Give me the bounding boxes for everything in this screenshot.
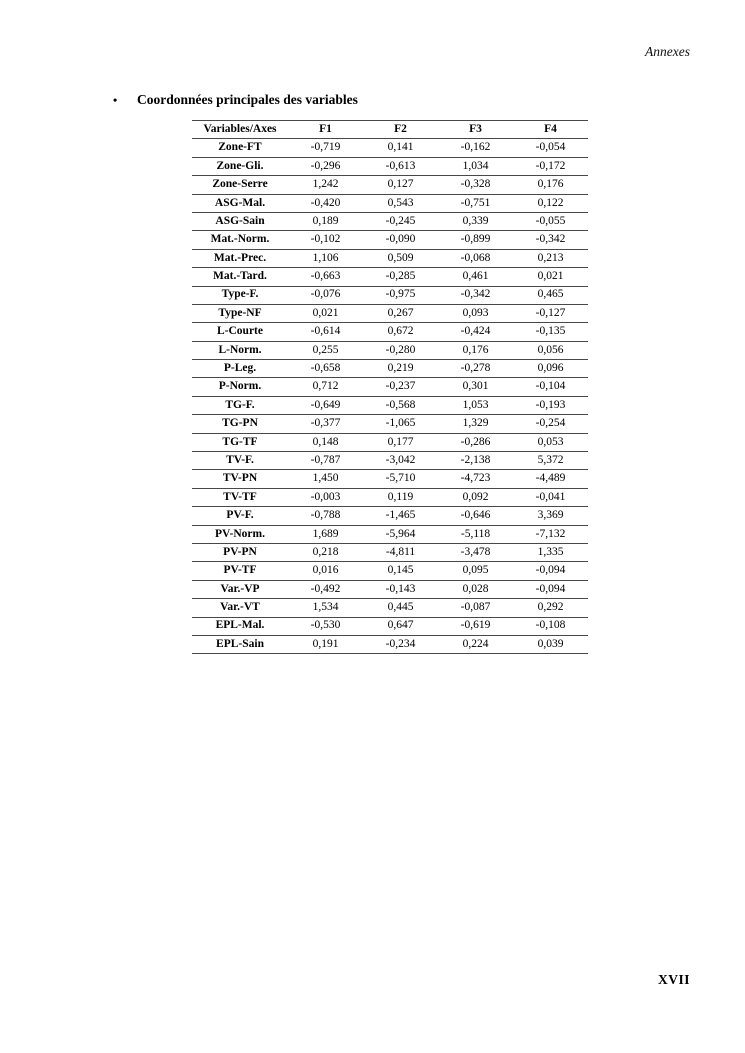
table-row xyxy=(192,304,588,322)
cell-value: -0,234 xyxy=(363,635,438,653)
column-header-f1: F1 xyxy=(288,121,363,139)
bullet-icon: • xyxy=(113,93,118,107)
cell-value: 0,092 xyxy=(438,488,513,506)
cell-value: -0,420 xyxy=(288,194,363,212)
cell-value: -5,118 xyxy=(438,525,513,543)
row-label: Mat.-Prec. xyxy=(192,249,288,267)
table-row xyxy=(192,360,588,378)
cell-value: 0,122 xyxy=(513,194,588,212)
row-label: ASG-Sain xyxy=(192,212,288,230)
table-row xyxy=(192,378,588,396)
row-label: Zone-FT xyxy=(192,139,288,157)
cell-value: 0,053 xyxy=(513,433,588,451)
cell-value: -0,530 xyxy=(288,617,363,635)
row-label: Var.-VT xyxy=(192,599,288,617)
table-row xyxy=(192,212,588,230)
cell-value: 0,096 xyxy=(513,360,588,378)
cell-value: -0,094 xyxy=(513,580,588,598)
cell-value: -0,068 xyxy=(438,249,513,267)
row-label: L-Courte xyxy=(192,323,288,341)
table-row xyxy=(192,231,588,249)
cell-value: -0,424 xyxy=(438,323,513,341)
cell-value: -0,278 xyxy=(438,360,513,378)
cell-value: -0,788 xyxy=(288,507,363,525)
row-label: EPL-Mal. xyxy=(192,617,288,635)
cell-value: 1,534 xyxy=(288,599,363,617)
cell-value: -0,090 xyxy=(363,231,438,249)
row-label: P-Norm. xyxy=(192,378,288,396)
table-row xyxy=(192,249,588,267)
table-row xyxy=(192,341,588,359)
table-header-row xyxy=(192,121,588,139)
cell-value: -0,658 xyxy=(288,360,363,378)
cell-value: 0,176 xyxy=(513,176,588,194)
column-header-f3: F3 xyxy=(438,121,513,139)
cell-value: 5,372 xyxy=(513,452,588,470)
cell-value: -0,646 xyxy=(438,507,513,525)
cell-value: 0,021 xyxy=(513,268,588,286)
table-row xyxy=(192,562,588,580)
cell-value: -4,723 xyxy=(438,470,513,488)
cell-value: -3,042 xyxy=(363,452,438,470)
cell-value: 0,672 xyxy=(363,323,438,341)
table-row xyxy=(192,452,588,470)
cell-value: -0,285 xyxy=(363,268,438,286)
page-number: XVII xyxy=(657,972,690,987)
column-header-variables: Variables/Axes xyxy=(192,121,288,139)
table-row xyxy=(192,525,588,543)
cell-value: -0,568 xyxy=(363,396,438,414)
row-label: PV-F. xyxy=(192,507,288,525)
cell-value: 0,461 xyxy=(438,268,513,286)
cell-value: 1,242 xyxy=(288,176,363,194)
cell-value: -0,162 xyxy=(438,139,513,157)
row-label: L-Norm. xyxy=(192,341,288,359)
row-label: PV-PN xyxy=(192,543,288,561)
cell-value: 0,267 xyxy=(363,304,438,322)
cell-value: -0,377 xyxy=(288,415,363,433)
cell-value: -0,172 xyxy=(513,157,588,175)
cell-value: 0,219 xyxy=(363,360,438,378)
table-row xyxy=(192,433,588,451)
cell-value: 0,141 xyxy=(363,139,438,157)
row-label: TG-PN xyxy=(192,415,288,433)
table-row xyxy=(192,635,588,653)
table-row xyxy=(192,507,588,525)
row-label: P-Leg. xyxy=(192,360,288,378)
cell-value: 0,292 xyxy=(513,599,588,617)
row-label: EPL-Sain xyxy=(192,635,288,653)
row-label: TV-PN xyxy=(192,470,288,488)
cell-value: 0,148 xyxy=(288,433,363,451)
column-header-f4: F4 xyxy=(513,121,588,139)
cell-value: -0,751 xyxy=(438,194,513,212)
cell-value: 0,301 xyxy=(438,378,513,396)
cell-value: -0,975 xyxy=(363,286,438,304)
cell-value: -0,719 xyxy=(288,139,363,157)
table-row xyxy=(192,488,588,506)
cell-value: -0,286 xyxy=(438,433,513,451)
cell-value: -0,127 xyxy=(513,304,588,322)
cell-value: 0,509 xyxy=(363,249,438,267)
table-row xyxy=(192,415,588,433)
cell-value: 1,106 xyxy=(288,249,363,267)
running-header-annexes: Annexes xyxy=(645,44,690,59)
cell-value: -0,328 xyxy=(438,176,513,194)
table-row xyxy=(192,176,588,194)
coordinates-table xyxy=(192,120,588,654)
table-row xyxy=(192,268,588,286)
cell-value: 0,145 xyxy=(363,562,438,580)
cell-value: 0,028 xyxy=(438,580,513,598)
cell-value: -0,076 xyxy=(288,286,363,304)
row-label: Zone-Gli. xyxy=(192,157,288,175)
cell-value: 3,369 xyxy=(513,507,588,525)
cell-value: 0,224 xyxy=(438,635,513,653)
cell-value: -4,489 xyxy=(513,470,588,488)
cell-value: -0,087 xyxy=(438,599,513,617)
section-heading xyxy=(113,92,358,108)
cell-value: 0,093 xyxy=(438,304,513,322)
row-label: TV-F. xyxy=(192,452,288,470)
cell-value: 0,056 xyxy=(513,341,588,359)
row-label: PV-TF xyxy=(192,562,288,580)
cell-value: -0,899 xyxy=(438,231,513,249)
cell-value: 0,189 xyxy=(288,212,363,230)
cell-value: -0,296 xyxy=(288,157,363,175)
cell-value: -5,710 xyxy=(363,470,438,488)
cell-value: 0,445 xyxy=(363,599,438,617)
cell-value: 0,119 xyxy=(363,488,438,506)
cell-value: 1,053 xyxy=(438,396,513,414)
table-row xyxy=(192,286,588,304)
cell-value: -0,342 xyxy=(513,231,588,249)
cell-value: -0,342 xyxy=(438,286,513,304)
row-label: TG-TF xyxy=(192,433,288,451)
row-label: Zone-Serre xyxy=(192,176,288,194)
table-row xyxy=(192,157,588,175)
row-label: Mat.-Tard. xyxy=(192,268,288,286)
table-row xyxy=(192,580,588,598)
cell-value: -3,478 xyxy=(438,543,513,561)
cell-value: -0,193 xyxy=(513,396,588,414)
cell-value: -0,280 xyxy=(363,341,438,359)
row-label: TV-TF xyxy=(192,488,288,506)
cell-value: 0,543 xyxy=(363,194,438,212)
row-label: PV-Norm. xyxy=(192,525,288,543)
cell-value: -0,094 xyxy=(513,562,588,580)
cell-value: 0,127 xyxy=(363,176,438,194)
coordinates-table-body xyxy=(192,139,588,654)
row-label: TG-F. xyxy=(192,396,288,414)
cell-value: -0,663 xyxy=(288,268,363,286)
row-label: Type-NF xyxy=(192,304,288,322)
cell-value: -0,237 xyxy=(363,378,438,396)
column-header-f2: F2 xyxy=(363,121,438,139)
cell-value: -1,065 xyxy=(363,415,438,433)
cell-value: -0,055 xyxy=(513,212,588,230)
section-title: Coordonnées principales des variables xyxy=(137,92,358,107)
cell-value: -0,787 xyxy=(288,452,363,470)
cell-value: -0,003 xyxy=(288,488,363,506)
table-row xyxy=(192,617,588,635)
cell-value: -5,964 xyxy=(363,525,438,543)
cell-value: 0,176 xyxy=(438,341,513,359)
cell-value: -2,138 xyxy=(438,452,513,470)
cell-value: 0,177 xyxy=(363,433,438,451)
table-row xyxy=(192,194,588,212)
table-row xyxy=(192,323,588,341)
row-label: Mat.-Norm. xyxy=(192,231,288,249)
cell-value: 0,339 xyxy=(438,212,513,230)
row-label: Type-F. xyxy=(192,286,288,304)
cell-value: -0,254 xyxy=(513,415,588,433)
cell-value: 0,255 xyxy=(288,341,363,359)
cell-value: 0,213 xyxy=(513,249,588,267)
cell-value: 0,465 xyxy=(513,286,588,304)
cell-value: -0,649 xyxy=(288,396,363,414)
cell-value: 0,218 xyxy=(288,543,363,561)
cell-value: -4,811 xyxy=(363,543,438,561)
cell-value: -0,108 xyxy=(513,617,588,635)
cell-value: 0,021 xyxy=(288,304,363,322)
cell-value: 1,329 xyxy=(438,415,513,433)
cell-value: 0,191 xyxy=(288,635,363,653)
table-row xyxy=(192,470,588,488)
table-row xyxy=(192,599,588,617)
cell-value: 0,647 xyxy=(363,617,438,635)
cell-value: 1,335 xyxy=(513,543,588,561)
cell-value: -0,102 xyxy=(288,231,363,249)
cell-value: 0,712 xyxy=(288,378,363,396)
cell-value: -0,245 xyxy=(363,212,438,230)
cell-value: -1,465 xyxy=(363,507,438,525)
cell-value: -0,041 xyxy=(513,488,588,506)
table-row xyxy=(192,139,588,157)
cell-value: -0,054 xyxy=(513,139,588,157)
cell-value: -0,104 xyxy=(513,378,588,396)
cell-value: -0,619 xyxy=(438,617,513,635)
cell-value: -0,613 xyxy=(363,157,438,175)
cell-value: -0,614 xyxy=(288,323,363,341)
row-label: Var.-VP xyxy=(192,580,288,598)
cell-value: -0,135 xyxy=(513,323,588,341)
cell-value: -7,132 xyxy=(513,525,588,543)
cell-value: 0,095 xyxy=(438,562,513,580)
table-row xyxy=(192,396,588,414)
table-row xyxy=(192,543,588,561)
cell-value: 1,450 xyxy=(288,470,363,488)
cell-value: 1,689 xyxy=(288,525,363,543)
cell-value: 0,016 xyxy=(288,562,363,580)
cell-value: -0,143 xyxy=(363,580,438,598)
cell-value: -0,492 xyxy=(288,580,363,598)
cell-value: 1,034 xyxy=(438,157,513,175)
cell-value: 0,039 xyxy=(513,635,588,653)
row-label: ASG-Mal. xyxy=(192,194,288,212)
